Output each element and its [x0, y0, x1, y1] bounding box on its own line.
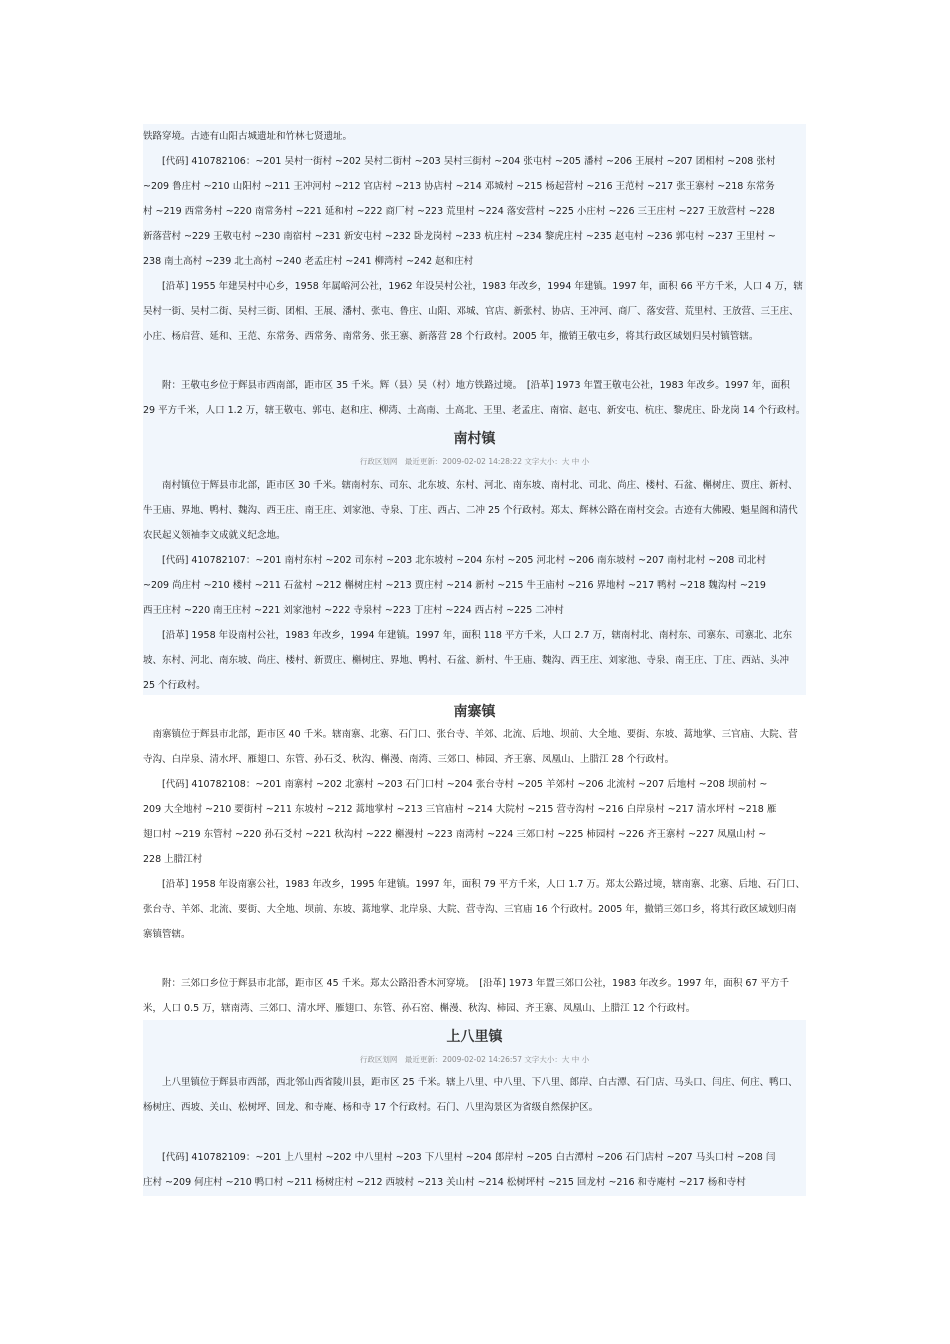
text-line: 南寨镇位于辉县市北部，距市区 40 千米。辖南寨、北寨、石门口、张台寺、羊郊、北流、后地、坝前、大全地、要街、东坡、蒿地掌、三官庙、大院、营 — [143, 729, 798, 740]
text-line: [代码] 410782107：~201 南村东村 ~202 司东村 ~203 北东坡村 ~204 东村 ~205 河北村 ~206 南东坡村 ~207 南村北村 ~208 司北村 — [143, 555, 766, 566]
section-meta: 行政区划网 最近更新：2009-02-02 14:28:22 文字大小：大 中 小 — [359, 457, 590, 466]
text-line: ~209 鲁庄村 ~210 山阳村 ~211 王冲河村 ~212 官店村 ~213 协店村 ~214 邓城村 ~215 杨起营村 ~216 王范村 ~217 张王寨村 ~218 东常务 — [143, 181, 775, 192]
text-line: 238 南土高村 ~239 北土高村 ~240 老孟庄村 ~241 柳湾村 ~242 赵和庄村 — [143, 256, 474, 267]
text-line: 村 ~219 西常务村 ~220 南常务村 ~221 延和村 ~222 商厂村 ~223 荒里村 ~224 落安营村 ~225 小庄村 ~226 三王庄村 ~227 王放营村 ~228 — [143, 206, 775, 217]
text-line: 209 大全地村 ~210 要街村 ~211 东坡村 ~212 蒿地掌村 ~213 三官庙村 ~214 大院村 ~215 营寺沟村 ~216 白岸泉村 ~217 清水坪村 ~218 雁 — [143, 804, 777, 815]
text-line: 杨树庄、西坡、关山、松树坪、回龙、和寺庵、杨和寺 17 个行政村。石门、八里沟景区为省级自然保护区。 — [143, 1102, 599, 1113]
text-line: ~209 尚庄村 ~210 楼村 ~211 石盆村 ~212 槲树庄村 ~213 贾庄村 ~214 新村 ~215 牛王庙村 ~216 界地村 ~217 鸭村 ~218 魏沟村 ~219 — [143, 580, 766, 591]
annex-line: 29 平方千米，人口 1.2 万，辖王敬屯、郭屯、赵和庄、柳湾、土高南、土高北、王里、老孟庄、南宿、赵屯、新安屯、杭庄、黎虎庄、卧龙岗 14 个行政村。 — [143, 405, 806, 416]
text-line: 寨镇管辖。 — [143, 929, 191, 940]
annex-line: 附：王敬屯乡位于辉县市西南部，距市区 35 千米。辉（县）吴（村）地方铁路过境。 [沿革] 1973 年置王敬屯公社，1983 年改乡。1997 年，面积 — [143, 380, 790, 391]
text-line: 上八里镇位于辉县市西部，西北邻山西省陵川县，距市区 25 千米。辖上八里、中八里、下八里、郎岸、白古潭、石门店、马头口、闫庄、何庄、鸭口、 — [143, 1077, 798, 1088]
text-line: 农民起义领袖李文成就义纪念地。 — [143, 530, 286, 541]
section-band-wucun — [143, 124, 806, 422]
annex-line: 附：三郊口乡位于辉县市北部，距市区 45 千米。郑太公路沿香木河穿境。 [沿革] 1973 年置三郊口公社，1983 年改乡。1997 年，面积 67 平方千 — [143, 978, 790, 989]
text-line: 南村镇位于辉县市北部，距市区 30 千米。辖南村东、司东、北东坡、东村、河北、南东坡、南村北、司北、尚庄、楼村、石盆、槲树庄、贾庄、新村、 — [143, 480, 798, 491]
text-line: 牛王庙、界地、鸭村、魏沟、西王庄、南王庄、刘家池、寺泉、丁庄、西占、二冲 25 个行政村。郑太、辉林公路在南村交会。古迹有大佛殿、魁星阁和清代 — [143, 505, 798, 516]
text-line: 新落营村 ~229 王敬屯村 ~230 南宿村 ~231 新安屯村 ~232 卧龙岗村 ~233 杭庄村 ~234 黎虎庄村 ~235 赵屯村 ~236 郭屯村 ~237 王里村 ~ — [143, 231, 776, 242]
section-title: 南村镇 — [453, 431, 496, 447]
text-line: 寺沟、白岸泉、清水坪、雁翅口、东管、孙石爻、秋沟、槲漫、南湾、三郊口、柿园、齐王寨、凤凰山、上腊江 28 个行政村。 — [143, 754, 675, 765]
text-line: 228 上腊江村 — [143, 854, 203, 865]
text-line: [代码] 410782108：~201 南寨村 ~202 北寨村 ~203 石门口村 ~204 张台寺村 ~205 羊郊村 ~206 北流村 ~207 后地村 ~208 坝前村 ~ — [143, 779, 768, 790]
text-line: [代码] 410782106：~201 吴村一街村 ~202 吴村二街村 ~203 吴村三街村 ~204 张屯村 ~205 潘村 ~206 王展村 ~207 团相村 ~208 张村 — [143, 156, 776, 167]
text-line: 坡、东村、河北、南东坡、尚庄、楼村、新贾庄、槲树庄、界地、鸭村、石盆、新村、牛王庙、魏沟、西王庄、刘家池、寺泉、南王庄、丁庄、西站、头冲 — [143, 655, 790, 666]
text-line: [沿革] 1958 年设南村公社，1983 年改乡，1994 年建镇。1997 年，面积 118 平方千米，人口 2.7 万，辖南村北、南村东、司寨东、司寨北、北东 — [143, 630, 793, 641]
annex-line: 米，人口 0.5 万，辖南湾、三郊口、清水坪、雁翅口、东管、孙石窑、槲漫、秋沟、柿园、齐王寨、凤凰山、上腊江 12 个行政村。 — [143, 1003, 696, 1014]
text-line: [沿革] 1958 年设南寨公社，1983 年改乡，1995 年建镇。1997 年，面积 79 平方千米，人口 1.7 万。郑太公路过境，辖南寨、北寨、后地、石门口、 — [143, 879, 805, 890]
section-title: 上八里镇 — [446, 1029, 503, 1045]
text-line: 铁路穿境。古迹有山阳古城遗址和竹林七贤遗址。 — [143, 131, 353, 142]
text-line: 翅口村 ~219 东管村 ~220 孙石爻村 ~221 秋沟村 ~222 槲漫村 ~223 南湾村 ~224 三郊口村 ~225 柿园村 ~226 齐王寨村 ~227 凤凰山村 ~ — [143, 829, 767, 840]
section-title: 南寨镇 — [453, 704, 496, 720]
text-line: [沿革] 1955 年建吴村中心乡，1958 年属峪河公社，1962 年设吴村公社，1983 年改乡，1994 年建镇。1997 年，面积 66 平方千米，人口 4 万，辖 — [143, 281, 803, 292]
text-line: 吴村一街、吴村二街、吴村三街、团相、王展、潘村、张屯、鲁庄、山阳、邓城、官店、新张村、协店、王冲河、商厂、落安营、荒里村、王放营、三王庄、 — [143, 306, 799, 317]
text-line: 张台寺、羊郊、北流、要街、大全地、坝前、东坡、蒿地掌、北岸泉、大院、营寺沟、三官庙 16 个行政村。2005 年，撤销三郊口乡，将其行政区域划归南 — [143, 904, 797, 915]
text-line: 25 个行政村。 — [143, 680, 206, 691]
text-line: [代码] 410782109：~201 上八里村 ~202 中八里村 ~203 下八里村 ~204 郎岸村 ~205 白古潭村 ~206 石门店村 ~207 马头口村 ~208 闫 — [143, 1152, 776, 1163]
section-meta: 行政区划网 最近更新：2009-02-02 14:26:57 文字大小：大 中 小 — [359, 1055, 590, 1064]
text-line: 小庄、杨启营、延和、王范、东常务、西常务、南常务、张王寨、新落营 28 个行政村。2005 年，撤销王敬屯乡，将其行政区域划归吴村镇管辖。 — [143, 331, 759, 342]
text-line: 西王庄村 ~220 南王庄村 ~221 刘家池村 ~222 寺泉村 ~223 丁庄村 ~224 西占村 ~225 二冲村 — [143, 605, 564, 616]
text-line: 庄村 ~209 何庄村 ~210 鸭口村 ~211 杨树庄村 ~212 西坡村 ~213 关山村 ~214 松树坪村 ~215 回龙村 ~216 和寺庵村 ~217 杨和寺村 — [143, 1177, 746, 1188]
